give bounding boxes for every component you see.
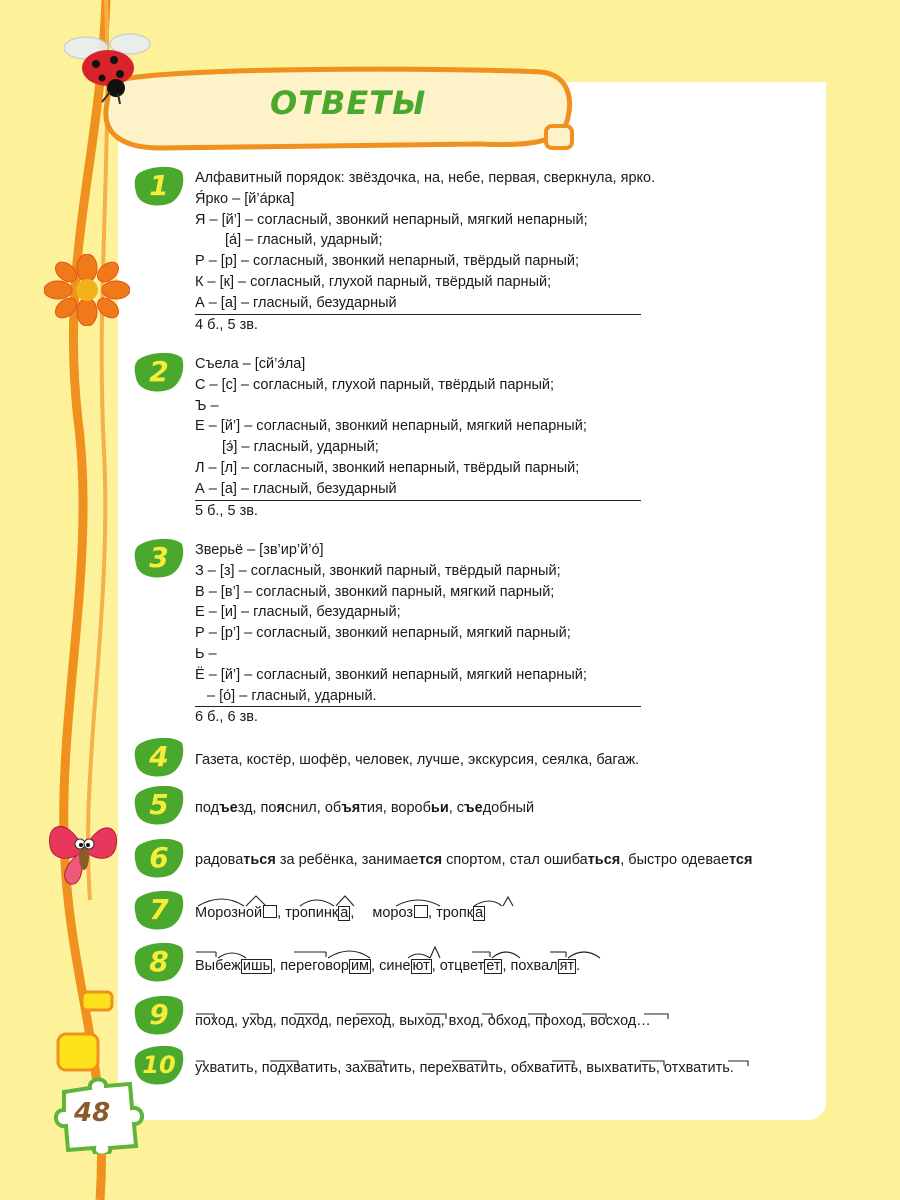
answer-number: 2 — [149, 355, 169, 388]
page-title: ОТВЕТЫ — [270, 84, 427, 122]
ending-box: им — [350, 958, 370, 974]
bold-letters: я — [276, 800, 285, 816]
text-part: , переговор — [272, 958, 349, 974]
ending-box: ют — [412, 958, 430, 974]
text-part: , похвал — [502, 958, 558, 974]
answer-number-badge — [134, 785, 184, 825]
text-part: , отцвет — [431, 958, 485, 974]
text-part: . — [576, 958, 581, 974]
answer-10-text: ухватить, подхватить, захватить, перехватить, обхватить, выхватить, отхватить. — [195, 1060, 734, 1076]
answer-3-block — [195, 540, 641, 728]
answer-number-badge — [134, 352, 184, 392]
text-part: , — [350, 905, 359, 921]
answer-number: 8 — [149, 945, 169, 978]
answer-line: С – [с] – согласный, глухой парный, твёрдый парный; — [195, 376, 555, 393]
answer-7-text — [195, 905, 485, 921]
bold-letters: ться — [587, 852, 621, 868]
ending-box: а — [475, 905, 484, 921]
bold-letters: ьи — [430, 800, 449, 816]
bold-letters: ться — [243, 852, 276, 868]
answer-number: 9 — [149, 998, 169, 1031]
answer-line: [а́] – гласный, ударный; — [225, 232, 383, 249]
answer-line: Е – [и] – гласный, безударный; — [195, 604, 401, 621]
answer-line: Р – [р’] – согласный, звонкий непарный, мягкий парный; — [195, 625, 571, 642]
answer-number-badge — [134, 737, 184, 777]
answer-number: 4 — [149, 740, 169, 773]
text-part: спортом, стал ошиба — [442, 852, 588, 868]
answer-number-badge — [134, 166, 184, 206]
answer-line: Е – [й’] – согласный, звонкий непарный, мягкий непарный; — [195, 418, 587, 435]
answer-5-text — [195, 800, 534, 816]
bold-letters: ъе — [464, 800, 483, 816]
ending-box: а — [340, 905, 349, 921]
text-part: , сине — [371, 958, 411, 974]
bold-letters: тся — [729, 852, 753, 868]
answer-line: А – [а] – гласный, безударный — [195, 479, 641, 501]
answer-8-text — [195, 958, 580, 974]
text-part: снил, об — [284, 800, 342, 816]
answer-total: 6 б., 6 зв. — [195, 709, 258, 726]
answer-total: 5 б., 5 зв. — [195, 502, 258, 519]
answer-number-badge — [134, 995, 184, 1035]
ladybug-icon — [58, 28, 156, 104]
text-part: Выбеж — [195, 958, 241, 974]
bold-letters: ъя — [341, 800, 361, 816]
bold-letters: тся — [418, 852, 443, 868]
butterfly-icon — [46, 816, 120, 886]
answer-line: – [о́] – гласный, ударный. — [195, 686, 641, 708]
text-part: радова — [195, 852, 244, 868]
ending-box: ят — [559, 958, 575, 974]
answer-number-badge — [134, 838, 184, 878]
answer-line: Ё – [й’] – согласный, звонкий непарный, мягкий непарный; — [195, 666, 587, 683]
text-part: , быстро одевае — [620, 852, 730, 868]
answer-2-block — [195, 354, 641, 521]
answer-line: Зверьё – [зв’ир’й’о́] — [195, 542, 324, 558]
answer-number: 7 — [149, 893, 169, 926]
yellow-block-small — [82, 992, 112, 1010]
answer-line: Съела – [сй’э́ла] — [195, 356, 306, 372]
text-part: за ребёнка, занимае — [275, 852, 419, 868]
text-part: , тропинк — [277, 905, 339, 921]
answer-9-text: поход, уход, подход, переход, выход, вход, обход, проход, восход… — [195, 1013, 651, 1029]
ending-box: ишь — [242, 958, 271, 974]
text-part: , тропк — [428, 905, 474, 921]
answer-line: Р – [р] – согласный, звонкий непарный, твёрдый парный; — [195, 253, 580, 270]
answer-number: 10 — [142, 1051, 176, 1079]
answer-line: Алфавитный порядок: звёздочка, на, небе, первая, сверкнула, ярко. — [195, 170, 656, 186]
zero-ending-box — [263, 905, 277, 918]
answer-line: Ь – — [195, 645, 217, 662]
answer-line: З – [з] – согласный, звонкий парный, твёрдый парный; — [195, 562, 561, 579]
text-part: под — [195, 800, 220, 816]
text-part: тия, вороб — [360, 800, 431, 816]
yellow-block — [58, 1034, 98, 1070]
answer-number: 6 — [149, 841, 169, 874]
answer-number-badge — [134, 1045, 184, 1085]
text-part: , с — [448, 800, 465, 816]
answer-total: 4 б., 5 зв. — [195, 316, 258, 333]
answer-4-text: Газета, костёр, шофёр, человек, лучше, экскурсия, сеялка, багаж. — [195, 752, 640, 768]
text-part: зд, по — [237, 800, 277, 816]
word-part: Морозной — [195, 905, 263, 921]
answer-line: А – [а] – гласный, безударный — [195, 293, 641, 315]
text-part: добный — [482, 800, 535, 816]
flower-icon — [44, 254, 130, 326]
answer-number-badge — [134, 890, 184, 930]
answer-6-text — [195, 852, 752, 868]
answer-line: [э́] – гласный, ударный; — [222, 439, 379, 456]
answer-number-badge — [134, 942, 184, 982]
answer-number: 5 — [149, 788, 169, 821]
answer-line: Я – [й’] – согласный, звонкий непарный, мягкий непарный; — [195, 211, 588, 228]
answer-number: 3 — [149, 541, 169, 574]
vine-stem — [64, 0, 106, 1200]
word-part: мороз — [372, 905, 414, 921]
answer-line: Я́рко – [й’а́рка] — [195, 190, 295, 207]
answer-line: Л – [л] – согласный, звонкий непарный, твёрдый парный; — [195, 459, 580, 476]
page-number: 48 — [74, 1098, 111, 1128]
ending-box: ет — [486, 958, 501, 974]
answer-number: 1 — [149, 169, 169, 202]
answer-line: В – [в’] – согласный, звонкий парный, мягкий парный; — [195, 583, 555, 600]
answer-1-block — [195, 168, 655, 335]
zero-ending-box — [414, 905, 428, 918]
answer-line: К – [к] – согласный, глухой парный, твёрдый парный; — [195, 273, 552, 290]
bold-letters: ъе — [219, 800, 238, 816]
answer-number-badge — [134, 538, 184, 578]
answer-line: Ъ – — [195, 397, 219, 414]
